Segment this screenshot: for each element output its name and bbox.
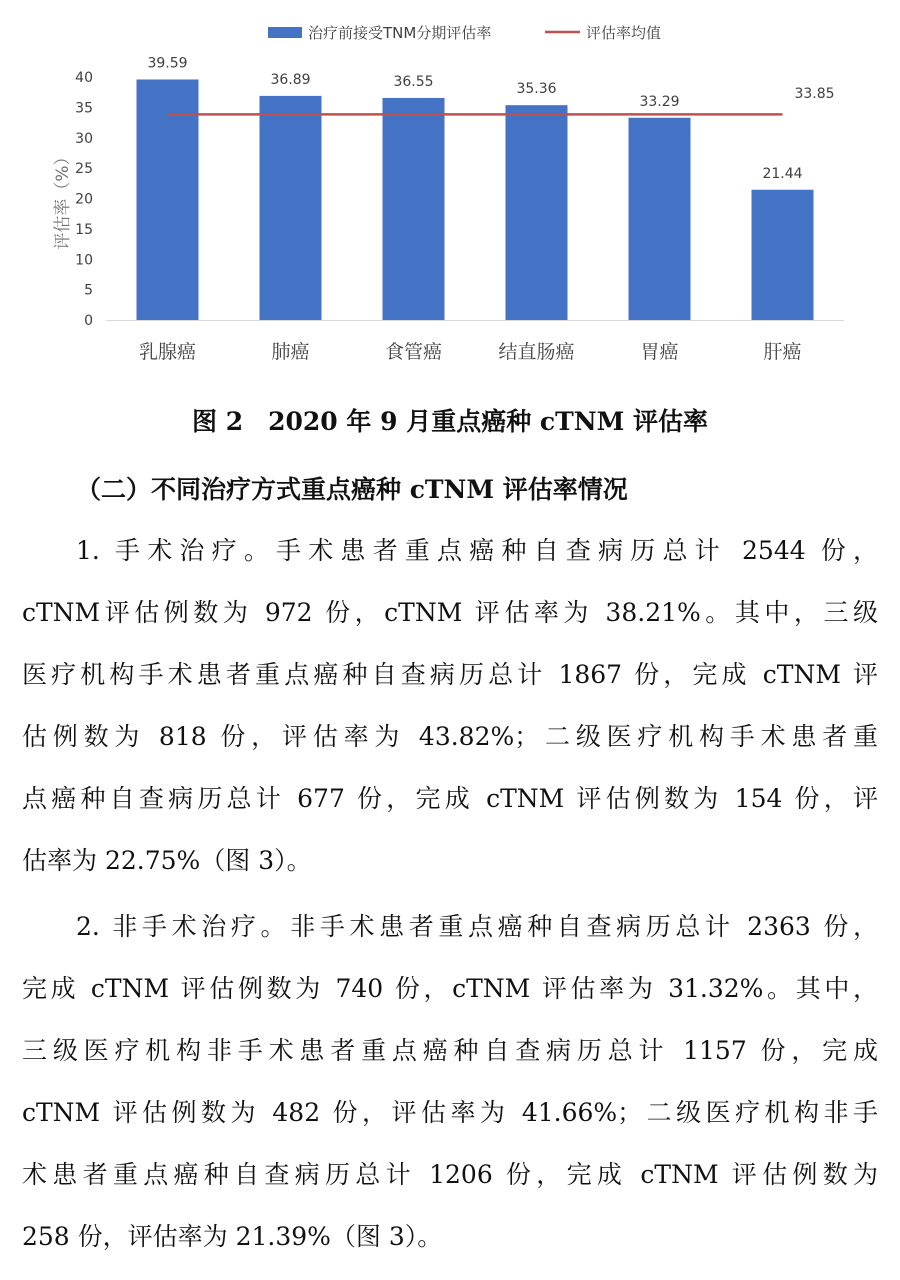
bar-value-label: 35.36: [516, 81, 557, 98]
y-tick-label: 20: [75, 191, 93, 208]
bar-value-label: 39.59: [147, 55, 188, 72]
x-category-label: 食管癌: [384, 341, 443, 363]
bar-value-label: 33.29: [639, 93, 680, 110]
legend-label-average: 评估率均值: [586, 24, 662, 42]
y-tick-label: 10: [75, 252, 93, 269]
y-tick-label: 35: [75, 100, 93, 117]
paragraph-line: 1. 手术治疗。手术患者重点癌种自查病历总计 2544 份，: [76, 536, 878, 565]
figure-caption: 图 2 2020 年 9 月重点癌种 cTNM 评估率: [192, 407, 708, 436]
bar: [506, 105, 568, 320]
legend-swatch-bars: [268, 27, 302, 38]
x-axis: [106, 321, 844, 364]
average-value-label: 33.85: [794, 86, 835, 102]
x-category-label: 乳腺癌: [138, 341, 197, 363]
paragraph-line: 258 份，评估率为 21.39%（图 3）。: [22, 1222, 443, 1251]
paragraph-line: 三级医疗机构非手术患者重点癌种自查病历总计 1157 份，完成: [22, 1036, 878, 1065]
legend-label-bars: 治疗前接受TNM分期评估率: [308, 24, 492, 42]
paragraph-surgical: [22, 520, 878, 892]
paragraph-line: 估率为 22.75%（图 3）。: [22, 846, 312, 875]
x-category-label: 肺癌: [271, 341, 310, 363]
bar-chart: [0, 0, 900, 390]
bar-value-label: 21.44: [762, 165, 803, 182]
paragraph-line: cTNM评估例数为 972 份，cTNM 评估率为 38.21%。其中，三级: [22, 598, 878, 627]
bar: [260, 96, 322, 320]
y-tick-label: 30: [75, 130, 93, 147]
chart-svg: [0, 0, 900, 390]
y-axis: [53, 70, 93, 329]
y-tick-label: 0: [84, 313, 93, 329]
paragraph-line: 医疗机构手术患者重点癌种自查病历总计 1867 份，完成 cTNM 评: [22, 660, 878, 689]
y-axis-title: 评估率（%）: [53, 148, 73, 250]
section-heading: （二）不同治疗方式重点癌种 cTNM 评估率情况: [76, 475, 628, 504]
paragraph-line: cTNM 评估例数为 482 份，评估率为 41.66%；二级医疗机构非手: [22, 1098, 878, 1127]
x-category-label: 胃癌: [640, 341, 679, 363]
bar: [383, 98, 445, 320]
bar: [629, 118, 691, 320]
chart-legend: [268, 24, 661, 42]
paragraph-line: 2. 非手术治疗。非手术患者重点癌种自查病历总计 2363 份，: [76, 912, 878, 941]
y-tick-label: 25: [75, 161, 93, 178]
paragraph-line: 点癌种自查病历总计 677 份，完成 cTNM 评估例数为 154 份，评: [22, 784, 878, 813]
paragraph-line: 术患者重点癌种自查病历总计 1206 份，完成 cTNM 评估例数为: [22, 1160, 878, 1189]
bar-value-label: 36.55: [393, 73, 434, 90]
x-category-label: 结直肠癌: [498, 341, 575, 363]
paragraph-line: 完成 cTNM 评估例数为 740 份，cTNM 评估率为 31.32%。其中，: [22, 974, 878, 1003]
bar-value-label: 36.89: [270, 71, 311, 88]
x-category-label: 肝癌: [763, 341, 802, 363]
bar: [752, 190, 814, 320]
y-tick-label: 15: [75, 221, 93, 238]
paragraph-line: 估例数为 818 份，评估率为 43.82%；二级医疗机构手术患者重: [22, 722, 878, 751]
paragraph-non-surgical: [22, 896, 878, 1268]
bars: [137, 55, 814, 320]
y-tick-label: 5: [84, 282, 93, 299]
y-tick-label: 40: [75, 70, 93, 86]
